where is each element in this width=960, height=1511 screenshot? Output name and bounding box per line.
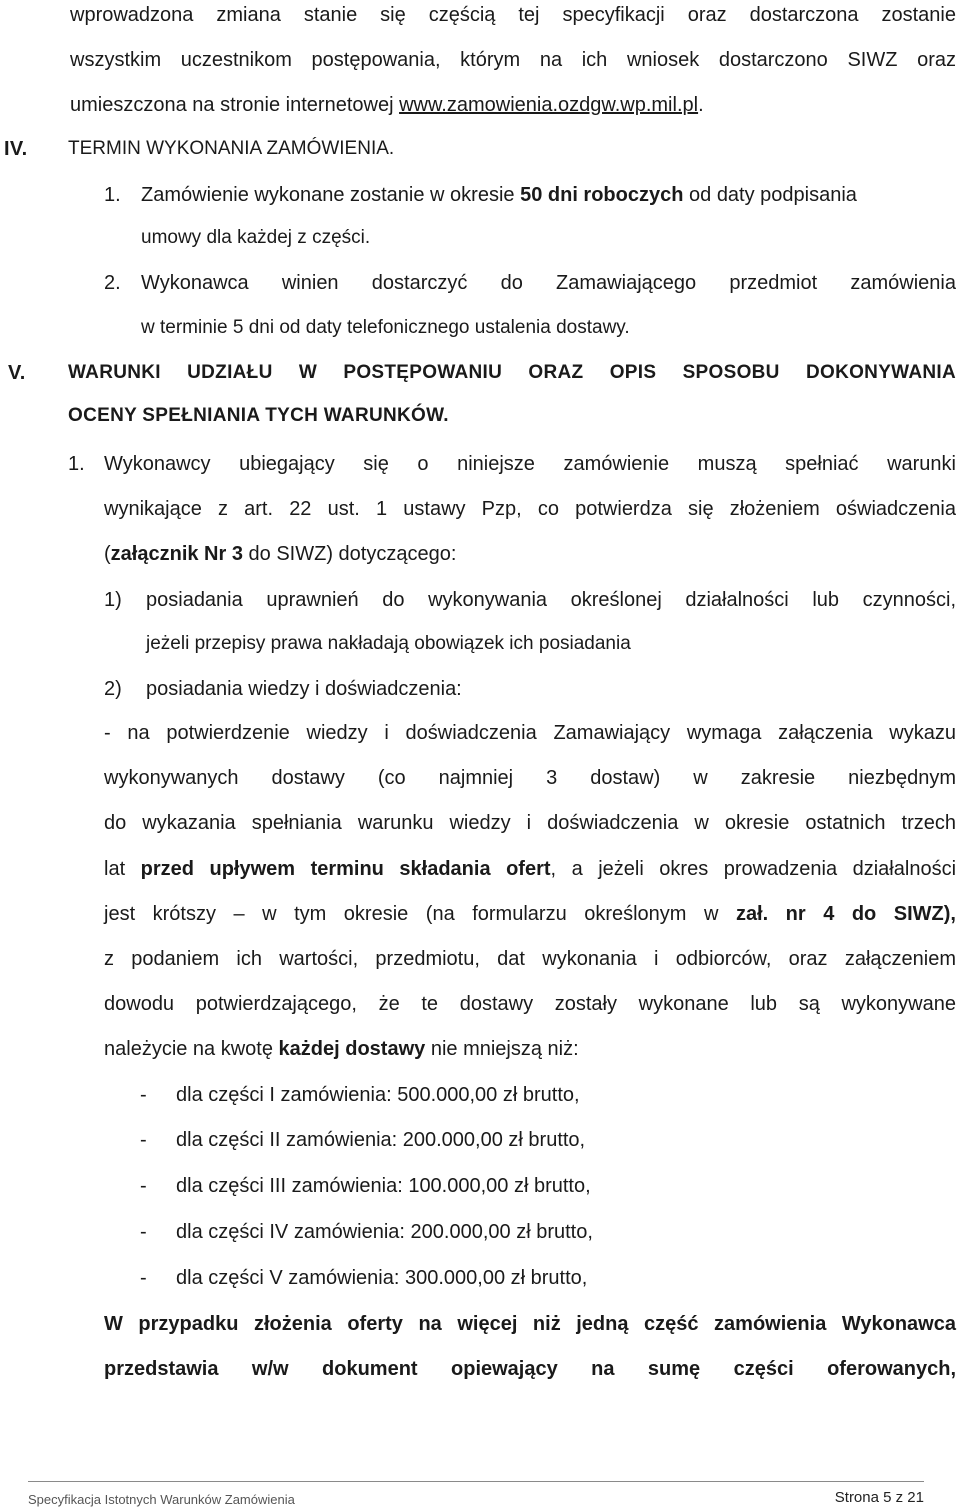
intro-line-3: umieszczona na stronie internetowej www.zamowienia.ozdgw.wp.mil.pl. — [70, 94, 704, 116]
experience-paragraph-line-4: lat przed upływem terminu składania ofert, a jeżeli okres prowadzenia działalności — [104, 858, 957, 880]
section-5-title-line-1: WARUNKI UDZIAŁU W POSTĘPOWANIU ORAZ OPIS SPOSOBU DOKONYWANIA — [68, 362, 956, 383]
section-5-title-line-2: OCENY SPEŁNIANIA TYCH WARUNKÓW. — [68, 405, 449, 426]
section-5-number: V. — [8, 362, 26, 384]
section-4-item-1-line-2: umowy dla każdej z części. — [141, 227, 371, 248]
experience-paragraph-line-2: wykonywanych dostawy (co najmniej 3 dostaw) w zakresie niezbędnym — [104, 767, 956, 789]
section-4-item-2-line-2: w terminie 5 dni od daty telefonicznego ustalenia dostawy. — [141, 317, 630, 338]
section-5-p1-line-2: wynikające z art. 22 ust. 1 ustawy Pzp, co potwierdza się złożeniem oświadczenia — [104, 498, 956, 520]
experience-paragraph-line-3: do wykazania spełniania warunku wiedzy i doświadczenia w okresie ostatnich trzech — [104, 812, 956, 834]
experience-paragraph-line-1: - na potwierdzenie wiedzy i doświadczenia Zamawiający wymaga załączenia wykazu — [104, 722, 956, 744]
bullet-item: dla części III zamówienia: 100.000,00 zł brutto, — [176, 1175, 591, 1197]
intro-text: wprowadzona zmiana stanie się częścią tej specyfikacji oraz dostarczona zostanie — [70, 4, 956, 26]
section-4-item-1-text: Zamówienie wykonane zostanie w okresie 50 dni roboczych od daty podpisania — [141, 184, 857, 206]
bold-note-line-2: przedstawia w/w dokument opiewający na sumę części oferowanych, — [104, 1358, 956, 1380]
experience-paragraph-line-5: jest krótszy – w tym okresie (na formularzu określonym w zał. nr 4 do SIWZ), — [104, 903, 956, 925]
section-4-title: TERMIN WYKONANIA ZAMÓWIENIA. — [68, 138, 395, 159]
section-4-item-2-number: 2. — [104, 272, 121, 294]
footer-document-title: Specyfikacja Istotnych Warunków Zamówienia — [28, 1492, 295, 1507]
section-5-p1-number: 1. — [68, 453, 85, 475]
bullet-dash: - — [140, 1129, 147, 1151]
sub-item-1-line-2: jeżeli przepisy prawa nakładają obowiązek ich posiadania — [146, 633, 631, 654]
experience-paragraph-line-6: z podaniem ich wartości, przedmiotu, dat wykonania i odbiorców, oraz załączeniem — [104, 948, 956, 970]
page-number: Strona 5 z 21 — [834, 1489, 924, 1506]
section-4-item-2-line-1: Wykonawca winien dostarczyć do Zamawiającego przedmiot zamówienia — [141, 272, 956, 294]
experience-paragraph-line-7: dowodu potwierdzającego, że te dostawy zostały wykonane lub są wykonywane — [104, 993, 956, 1015]
website-link[interactable]: www.zamowienia.ozdgw.wp.mil.pl — [399, 94, 699, 116]
bullet-item: dla części V zamówienia: 300.000,00 zł brutto, — [176, 1267, 588, 1289]
sub-item-1-number: 1) — [104, 589, 122, 611]
bullet-item: dla części I zamówienia: 500.000,00 zł brutto, — [176, 1084, 580, 1106]
section-5-p1-line-3: (załącznik Nr 3 do SIWZ) dotyczącego: — [104, 543, 457, 565]
intro-line-1 — [70, 3, 956, 27]
bullet-dash: - — [140, 1221, 147, 1243]
sub-item-2-number: 2) — [104, 678, 122, 700]
intro-line-2: wszystkim uczestnikom postępowania, którym na ich wniosek dostarczono SIWZ oraz — [70, 49, 956, 71]
sub-item-2-line-1: posiadania wiedzy i doświadczenia: — [146, 678, 462, 700]
experience-paragraph-line-8: należycie na kwotę każdej dostawy nie mniejszą niż: — [104, 1038, 579, 1060]
section-4-number: IV. — [4, 138, 28, 160]
sub-item-1-line-1: posiadania uprawnień do wykonywania określonej działalności lub czynności, — [146, 589, 956, 611]
bullet-item: dla części IV zamówienia: 200.000,00 zł brutto, — [176, 1221, 593, 1243]
section-5-p1-line-1: Wykonawcy ubiegający się o niniejsze zamówienie muszą spełniać warunki — [104, 453, 956, 475]
section-4-item-1-number: 1. — [104, 184, 121, 206]
bullet-dash: - — [140, 1084, 147, 1106]
footer-divider — [28, 1481, 924, 1482]
bullet-dash: - — [140, 1267, 147, 1289]
bullet-dash: - — [140, 1175, 147, 1197]
bullet-item: dla części II zamówienia: 200.000,00 zł brutto, — [176, 1129, 586, 1151]
bold-note-line-1: W przypadku złożenia oferty na więcej niż jedną część zamówienia Wykonawca — [104, 1313, 956, 1335]
